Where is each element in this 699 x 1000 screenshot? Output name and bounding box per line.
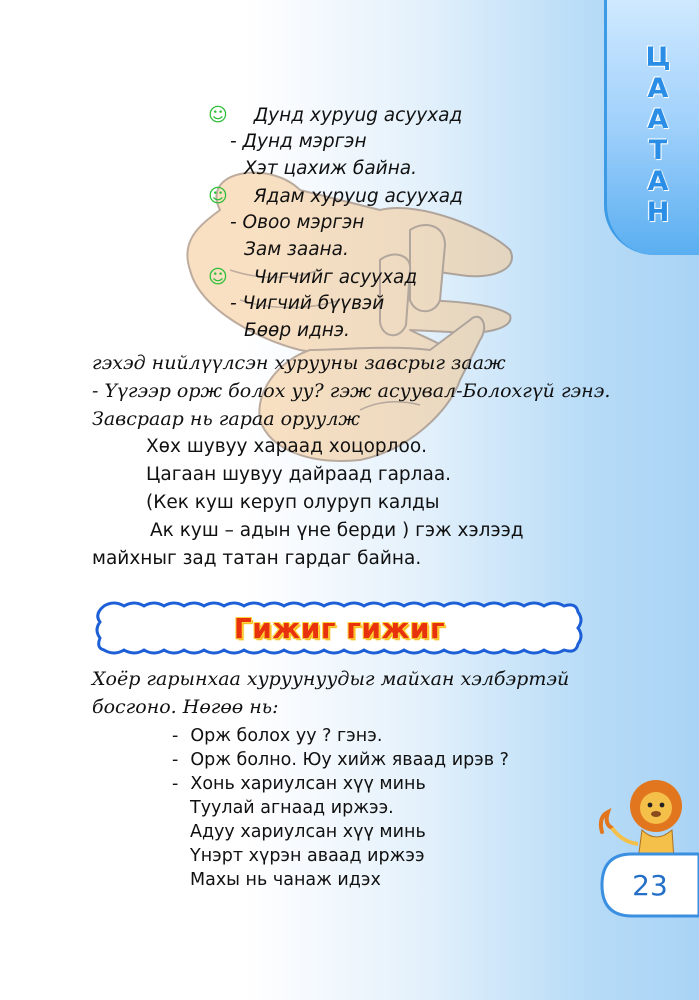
poem-line: - Чигчий бүүвэй [230,293,385,314]
poem-line: Хэт цахиж байна. [244,158,418,179]
smile-icon: ☺ [208,266,228,288]
tab-letter: А [647,166,669,197]
poem-line: ☺ Чигчийг асуухад [208,266,418,288]
poem-line: Зам заана. [244,239,349,260]
dialog-line: Туулай агнаад иржээ. [190,798,394,818]
page-number-badge [596,848,699,922]
poem-line: - Овоо мэргэн [230,212,365,233]
tab-letter: Т [648,135,668,166]
section-title: Гижиг гижиг [233,611,446,645]
smile-icon: ☺ [208,104,228,126]
tab-letter: Н [646,197,670,228]
verse-line: (Кек куш керуп олуруп калды [146,492,440,513]
poem-line: ☺ Дунд хуруug асуухад [208,104,463,126]
paragraph-line: Хоёр гарынхаа хуруунуудыг майхан хэлбэртэй [92,668,570,690]
dialog-line: - Орж болно. Юу хийж яваад ирэв ? [172,750,509,770]
dialog-line: Үнэрт хүрэн аваад иржээ [190,846,425,866]
dialog-line: - Орж болох уу ? гэнэ. [172,726,383,746]
poem-line: Бөөр иднэ. [244,320,350,341]
paragraph-line: гэхэд нийлүүлсэн хурууны завсрыг зааж [92,352,506,374]
tab-letter: Ц [645,42,671,73]
tab-letter: А [647,73,669,104]
paragraph-line: Завсраар нь гараа оруулж [92,408,360,430]
smile-icon: ☺ [208,185,228,207]
tab-letter: А [647,104,669,135]
paragraph-line: - Үүгээр орж болох уу? гэж асуувал-Болохгүй гэнэ. [92,380,611,402]
page-number: 23 [632,868,668,902]
dialog-line: Адуу хариулсан хүү минь [190,822,426,842]
verse-line: Хөх шувуу хараад хоцорлоо. [146,436,428,457]
verse-line: Ак куш – адын үне берди ) гэж хэлээд [150,520,524,541]
dialog-line: Махы нь чанаж идэх [190,870,381,890]
poem-line: - Дунд мэргэн [230,131,367,152]
chapter-tab [604,0,699,255]
verse-line: Цагаан шувуу дайраад гарлаа. [146,464,452,485]
paragraph-line: босгоно. Нөгөө нь: [92,696,279,718]
dialog-line: - Хонь хариулсан хүү минь [172,774,426,794]
verse-line: майхныг зад татан гардаг байна. [92,548,422,569]
chapter-tab-title [633,42,683,228]
poem-line: ☺ Ядам хуруug асуухад [208,185,463,207]
section-banner [92,598,587,658]
